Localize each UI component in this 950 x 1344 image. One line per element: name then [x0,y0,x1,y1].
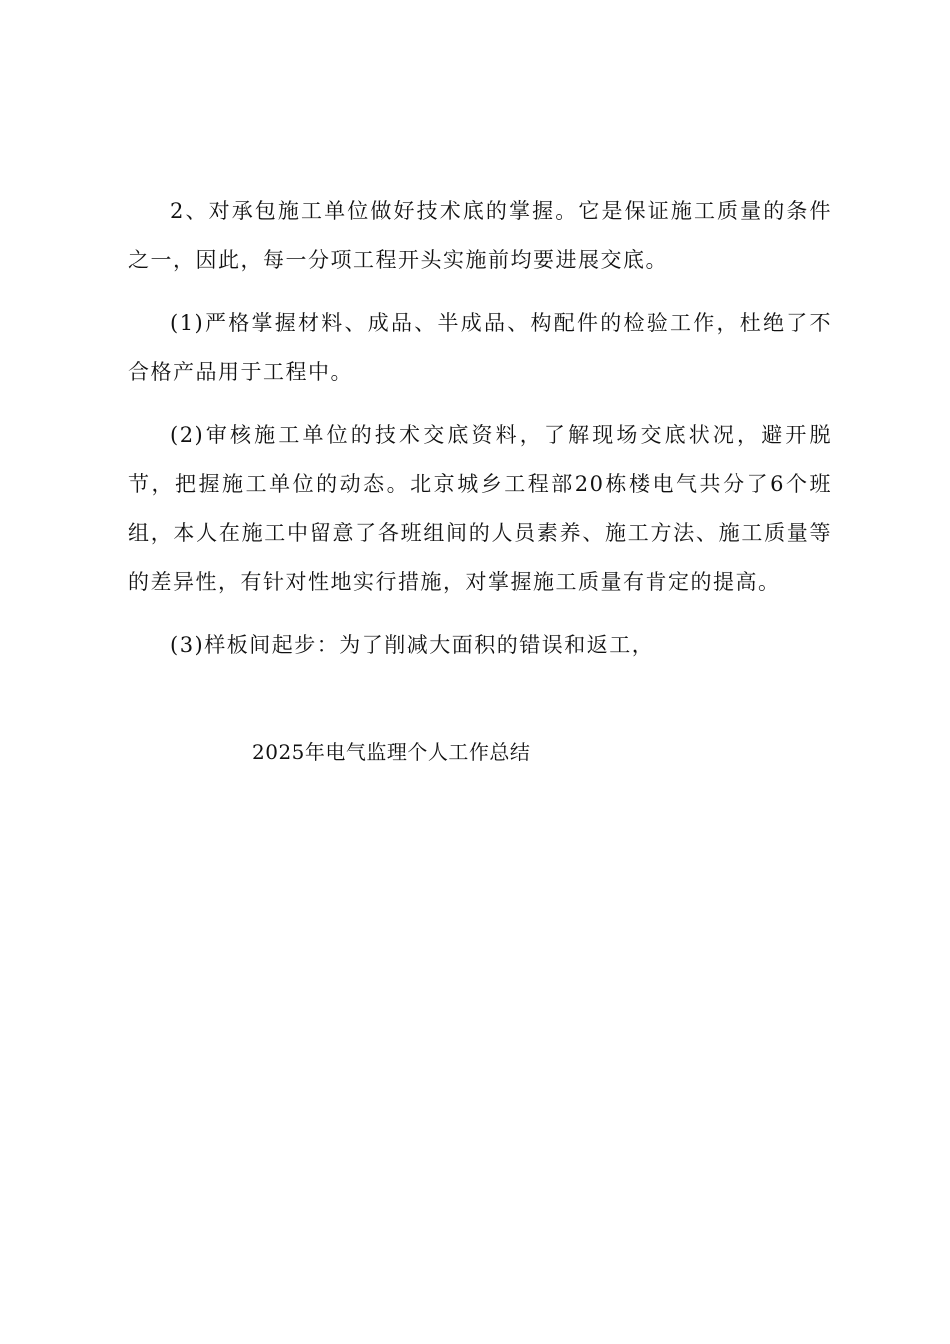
paragraph-material-inspection: (1)严格掌握材料、成品、半成品、构配件的检验工作，杜绝了不合格产品用于工程中。 [128,311,832,384]
paragraph-briefing-review: (2)审核施工单位的技术交底资料，了解现场交底状况，避开脱节，把握施工单位的动态。北京城乡工程部20栋楼电气共分了6个班组，本人在施工中留意了各班组间的人员素养、施工方法、施工质量等的差异性，有针对性地实行措施，对掌握施工质量有肯定的提高。 [128,423,832,594]
paragraph-sample-room: (3)样板间起步：为了削减大面积的错误和返工， [170,633,655,657]
document-body [128,187,832,684]
document-title: 2025年电气监理个人工作总结 [252,740,531,764]
paragraph-technical-briefing: 2、对承包施工单位做好技术底的掌握。它是保证施工质量的条件之一，因此，每一分项工程开头实施前均要进展交底。 [128,199,832,272]
